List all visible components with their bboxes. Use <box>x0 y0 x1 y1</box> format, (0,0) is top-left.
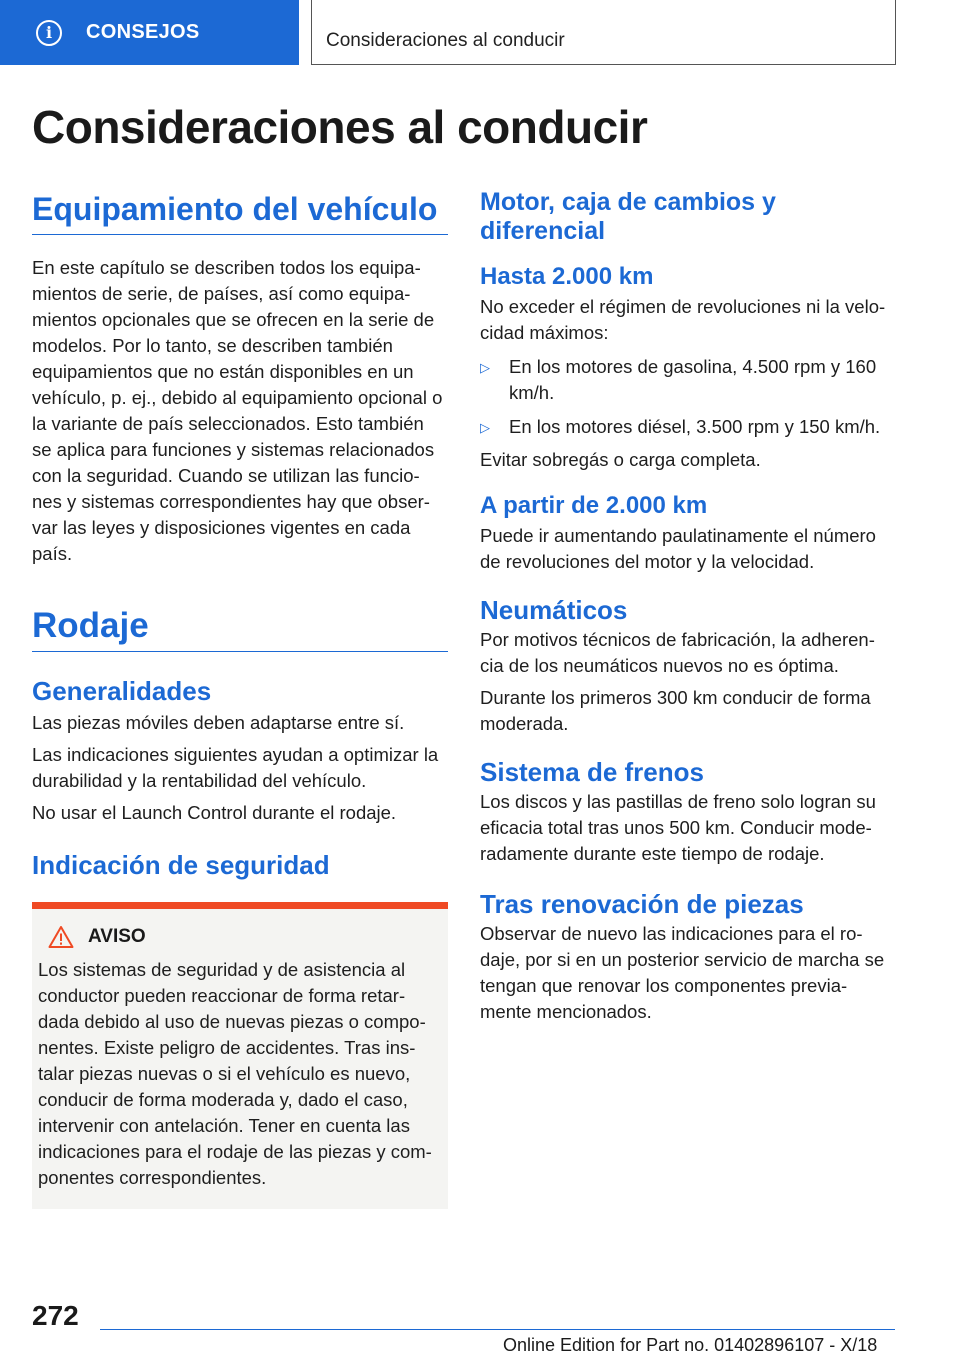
generalidades-paragraph-2: Las indicaciones siguientes ayudan a optimizar la durabilidad y la rentabilidad del vehículo. <box>32 744 439 791</box>
subheading-hasta-2000: Hasta 2.000 km <box>480 263 654 290</box>
subheading-neumaticos: Neumáticos <box>480 595 628 625</box>
header-section-label: CONSEJOS <box>86 21 200 43</box>
neumaticos-paragraph-2: Durante los primeros 300 km conducir de forma moderada. <box>480 687 871 734</box>
subheading-renovacion-piezas: Tras renovación de piezas <box>480 889 804 919</box>
subheading-generalidades: Generalidades <box>32 676 212 706</box>
left-column <box>32 188 448 1209</box>
subheading-sistema-frenos: Sistema de frenos <box>480 757 704 787</box>
warning-text: Los sistemas de seguridad y de asistencia al conductor pueden reaccionar de forma retar-dada debido al uso de nuevas piezas o compo-nentes. Existe peligro de accidentes. Tras ins-talar piezas nuevas o si el vehículo es nuevo, conducir de forma moderada y, dado el caso, intervenir con antelación. Tener en cuenta las indicaciones para el rodaje de las piezas y com-ponentes correspondientes. <box>38 959 432 1188</box>
evitar-paragraph: Evitar sobregás o carga completa. <box>480 449 761 470</box>
triangle-bullet-icon: ▷ <box>480 420 490 435</box>
section-heading-rodaje: Rodaje <box>32 605 448 652</box>
right-column <box>480 188 895 1025</box>
footer-edition-text: Online Edition for Part no. 01402896107 - X/18 <box>503 1335 878 1355</box>
warning-header <box>48 925 438 949</box>
info-icon: i <box>36 20 62 46</box>
warning-box <box>32 902 448 1209</box>
apartir-paragraph: Puede ir aumentando paulatinamente el número de revoluciones del motor y la velocidad. <box>480 525 876 572</box>
list-item-text: En los motores de gasolina, 4.500 rpm y 160 km/h. <box>509 356 877 403</box>
footer-divider <box>100 1329 895 1330</box>
frenos-paragraph: Los discos y las pastillas de freno solo logran su eficacia total tras unos 500 km. Conducir mode-radamente durante este tiempo de rodaje. <box>480 791 876 864</box>
subheading-a-partir-2000: A partir de 2.000 km <box>480 492 708 519</box>
neumaticos-paragraph-1: Por motivos técnicos de fabricación, la adheren-cia de los neumáticos nuevos no es óptima. <box>480 629 875 676</box>
generalidades-paragraph-1: Las piezas móviles deben adaptarse entre sí. <box>32 712 405 733</box>
section-heading-equipamiento: Equipamiento del vehículo <box>32 188 448 235</box>
triangle-bullet-icon: ▷ <box>480 360 490 375</box>
list-item <box>480 354 895 406</box>
hasta-paragraph: No exceder el régimen de revoluciones ni la velo-cidad máximos: <box>480 296 886 343</box>
breadcrumb: Consideraciones al conducir <box>326 30 565 51</box>
renovacion-paragraph: Observar de nuevo las indicaciones para el ro-daje, por si en un posterior servicio de marcha se tengan que renovar los componentes previa-mente mencionados. <box>480 923 885 1022</box>
page-title: Consideraciones al conducir <box>32 101 648 153</box>
warning-title: AVISO <box>88 926 146 947</box>
header-breadcrumb-box <box>311 0 896 65</box>
warning-triangle-icon <box>48 925 74 949</box>
generalidades-paragraph-3: No usar el Launch Control durante el rodaje. <box>32 802 397 823</box>
subheading-indicacion-seguridad: Indicación de seguridad <box>32 850 330 880</box>
list-item-text: En los motores diésel, 3.500 rpm y 150 km/h. <box>509 416 881 437</box>
page-number: 272 <box>32 1300 79 1331</box>
subheading-motor: Motor, caja de cambios y diferencial <box>480 188 776 245</box>
equipamiento-paragraph: En este capítulo se describen todos los equipa-mientos de serie, de países, así como equipa-mientos opcionales que se ofrecen en la serie de modelos. Por lo tanto, se describen también equipamientos que no están disponibles en un vehículo, p. ej., debido al equipamiento opcional o la variante de país seleccionados. Esto también se aplica para funciones y sistemas relacionados con la seguridad. Cuando se utilizan las funcio-nes y sistemas correspondientes hay que obser-var las leyes y disposiciones vigentes en cada país. <box>32 257 443 564</box>
header-section-tab <box>0 0 299 65</box>
list-item <box>480 414 895 441</box>
